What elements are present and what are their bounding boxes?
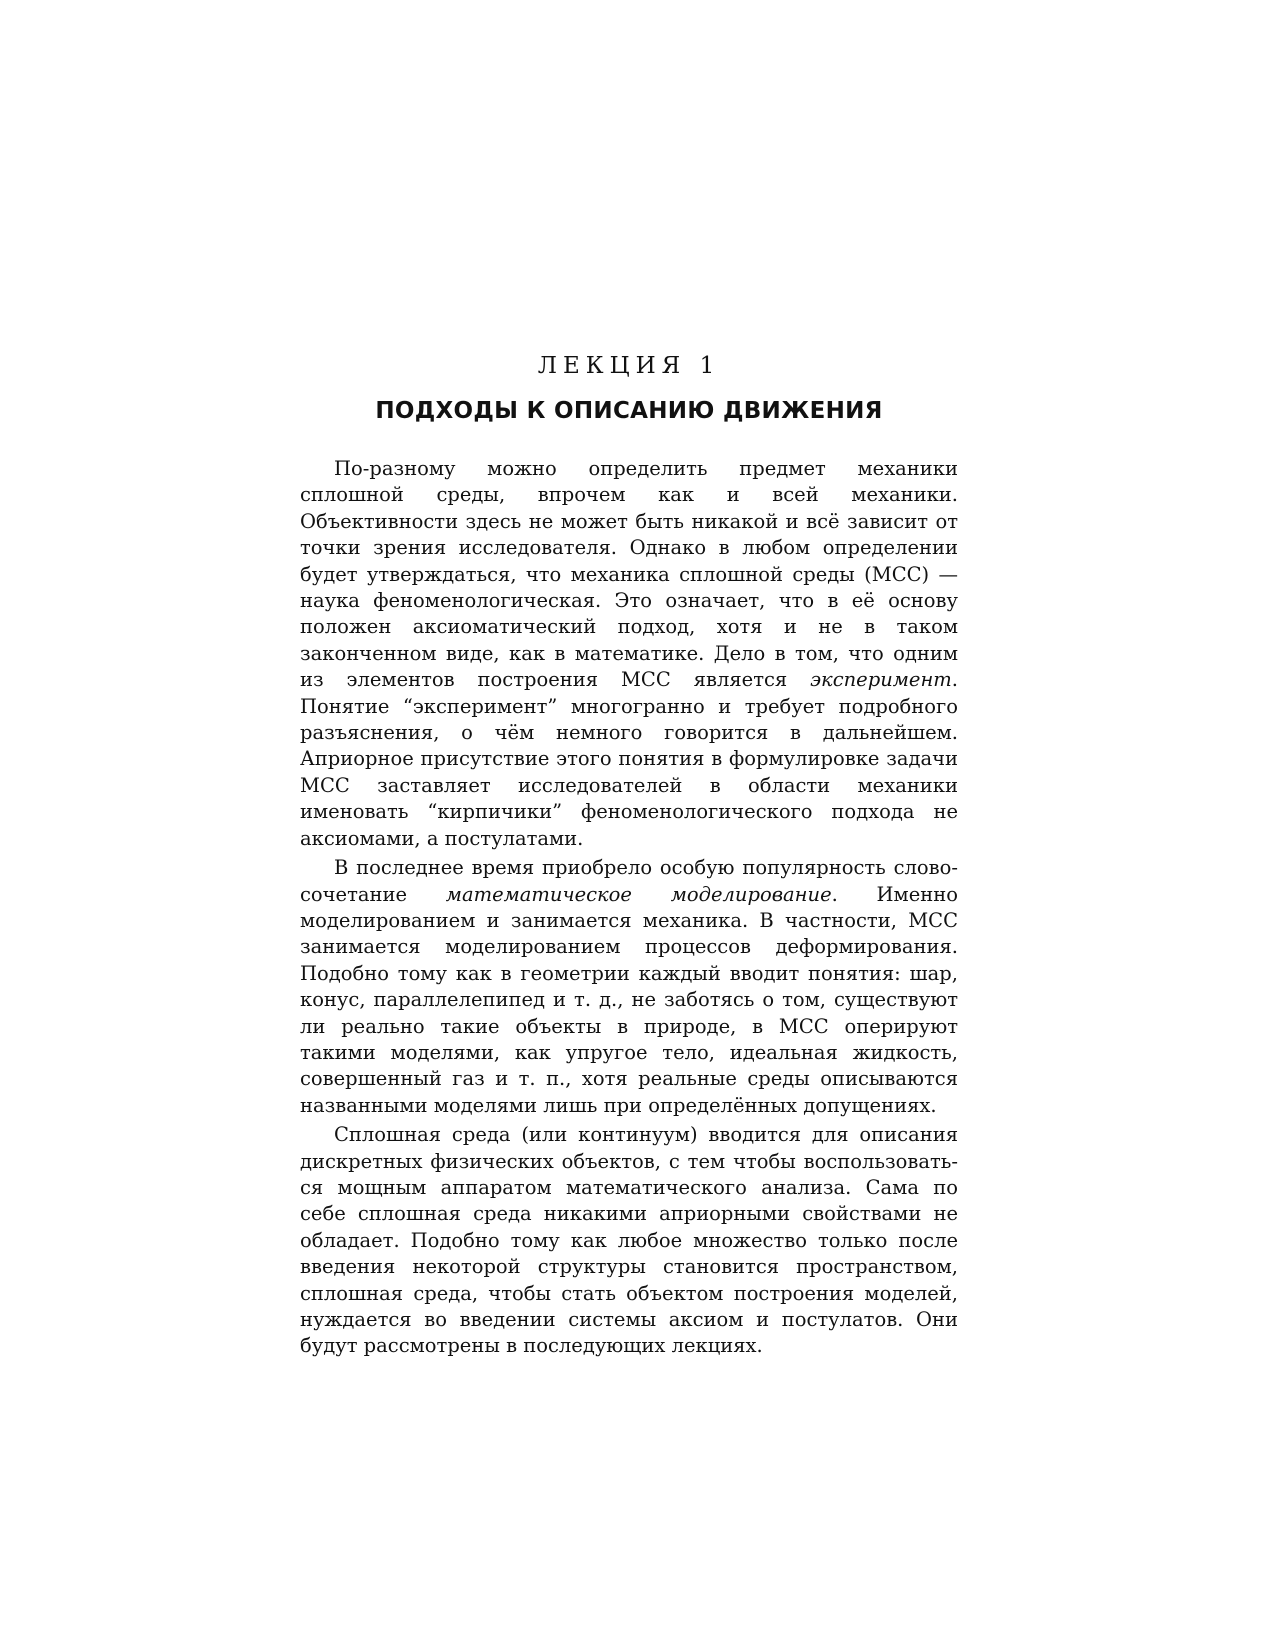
paragraph-2-emphasis: математическое моделирование: [445, 882, 832, 906]
paragraph-1-text-cont: . Понятие “эксперимент” многогранно и требует подробного разъяснения, о чём немного говорится в дальнейшем. Априорное присутствие этого понятия в формулировке задачи МСС заставляет исследователей в области механики именовать “кирпичики” феноменологического подхода не аксиомами, а постулатами.: [300, 668, 958, 850]
lecture-number: ЛЕКЦИЯ 1: [537, 353, 721, 379]
paragraph-3: [300, 1122, 958, 1360]
paragraph-3-text: Сплошная среда (или континуум) вводится для описания дискретных физических объектов, с тем чтобы воспользоваться мощным аппаратом математического анализа. Сама по себе сплошная среда никакими априорными свойствами не обладает. Подобно тому как любое множество только после введения некоторой структуры становится пространством, сплошная среда, чтобы стать объектом построения моделей, нуждается во введении системы аксиом и постулатов. Они будут рассмотрены в последующих лекциях.: [300, 1123, 958, 1358]
body-text: [300, 456, 958, 1360]
paragraph-1-emphasis: эксперимент: [810, 668, 952, 692]
paragraph-2: [300, 855, 958, 1119]
paragraph-2-text-cont: . Именно моделированием и занимается механика. В частности, МСС занимается моделированием процессов деформирования. Подобно тому как в геометрии каждый вводит понятия: шар, конус, параллелепипед и т. д., не заботясь о том, существуют ли реально такие объекты в природе, в МСС оперируют такими моделями, как упругое тело, идеальная жидкость, совершенный газ и т. п., хотя реальные среды описываются названными моделями лишь при определённых допущениях.: [300, 882, 958, 1117]
page: [300, 350, 958, 1363]
paragraph-1-text: По-разному можно определить предмет механики сплошной среды, впрочем как и всей механики. Объективности здесь не может быть никакой и всё зависит от точки зрения исследователя. Однако в любом определении будет утверждаться, что механика сплошной среды (МСС) — наука феноменологическая. Это означает, что в её основу положен аксиоматический подход, хотя и не в таком законченном виде, как в математике. Дело в том, что одним из элементов построения МСС является: [300, 457, 958, 692]
paragraph-2-text: В последнее время приобрело особую популярность словосочетание: [300, 856, 958, 906]
lecture-title: ПОДХОДЫ К ОПИСАНИЮ ДВИЖЕНИЯ: [375, 398, 883, 424]
paragraph-1: [300, 456, 958, 852]
